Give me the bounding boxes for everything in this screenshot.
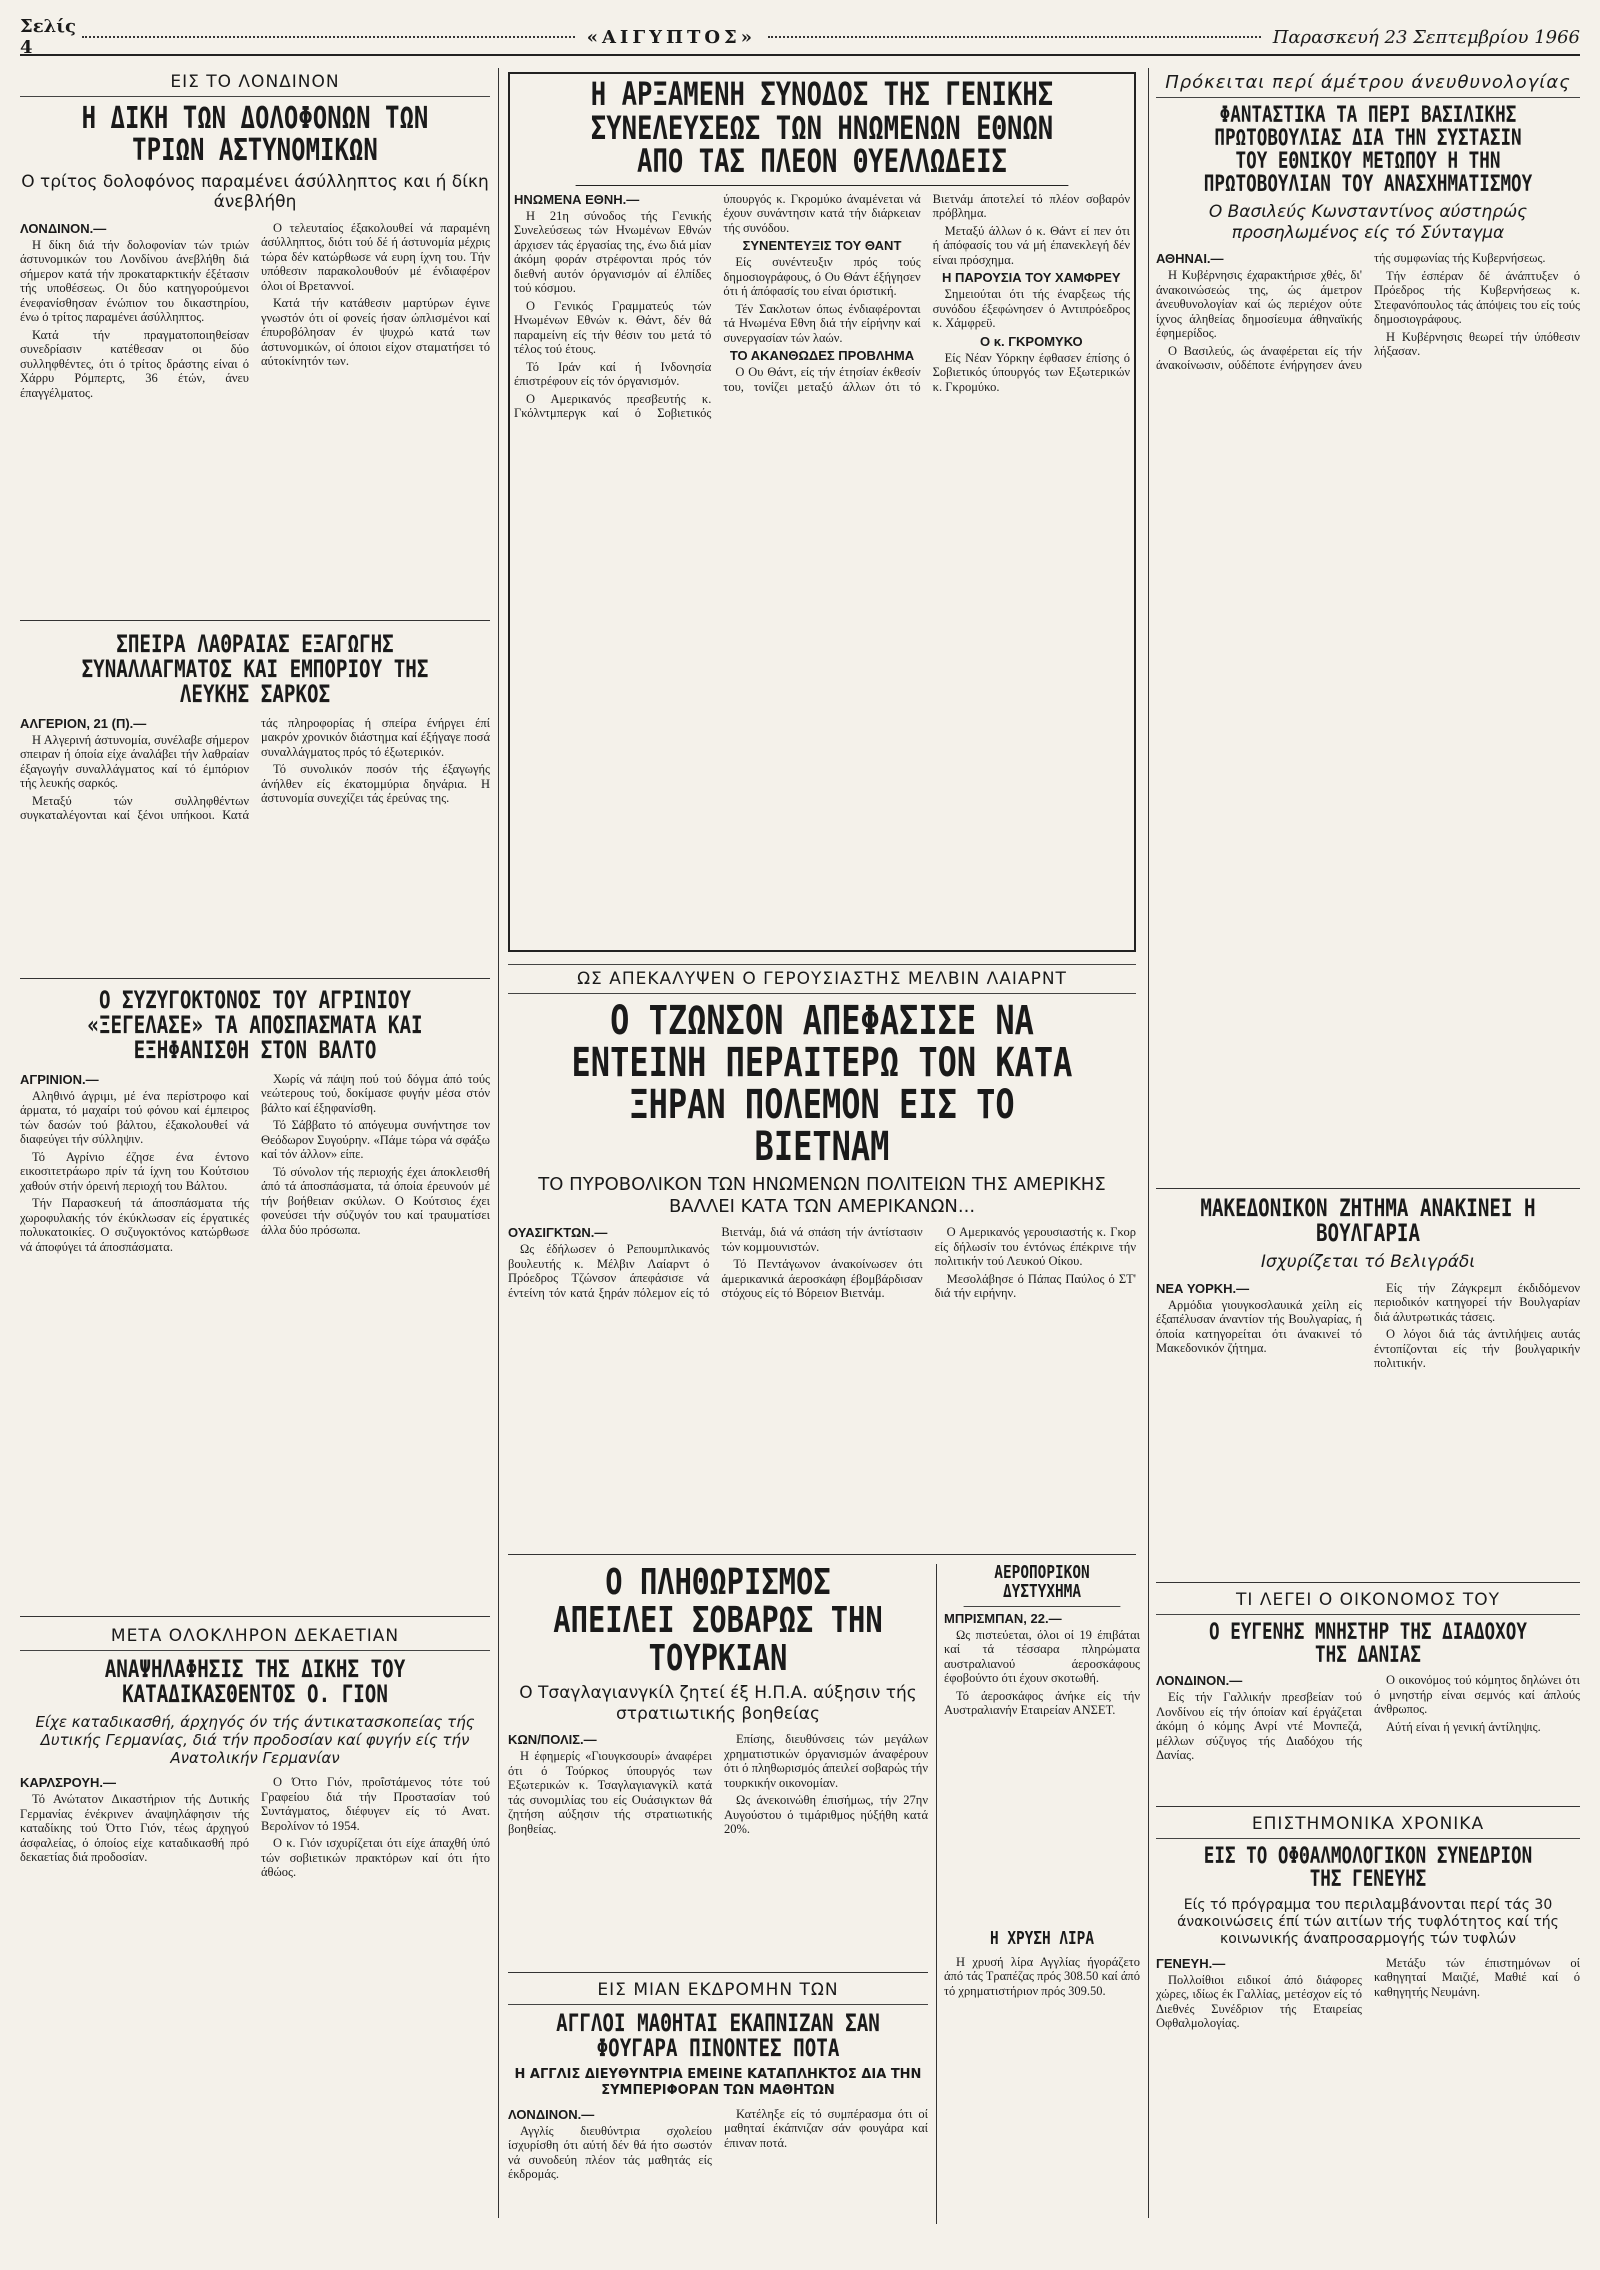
article-subhead: Η ΠΑΡΟΥΣΙΑ ΤΟΥ ΧΑΜΦΡΕΥ (942, 270, 1121, 286)
article-dateline: ΑΓΡΙΝΙΟΝ.— (20, 1071, 99, 1087)
article-subheadline: Η ΑΓΓΛΙΣ ΔΙΕΥΘΥΝΤΡΙΑ ΕΜΕΙΝΕ ΚΑΤΑΠΛΗΚΤΟΣ ΔΙΑ ΤΗΝ ΣΥΜΠΕΡΙΦΟΡΑΝ ΤΩΝ ΜΑΘΗΤΩΝ (514, 2067, 922, 2098)
article-headline: ΑΝΑΨΗΛΑΦΗΣΙΣ ΤΗΣ ΔΙΚΗΣ ΤΟΥ ΚΑΤΑΔΙΚΑΣΘΕΝΤΟΣ Ο. ΓΙΟΝ (104, 1655, 406, 1709)
article-body (508, 1732, 928, 1839)
article-paragraph: Κατέληξε είς τό συμπέρασμα ότι οί μαθηταί έκάπνιζαν σάν φουγάρα καί έπιναν ποτά. (724, 2106, 928, 2150)
article-paragraph: Μεσολάβησε ό Πάπας Παύλος ό ΣΤ' διά τήν ειρήνην. (934, 1271, 1136, 1301)
article-dateline: ΛΟΝΔΙΝΟΝ.— (1156, 1673, 1243, 1689)
article-divider (508, 1554, 1136, 1555)
article-agrinio (20, 988, 490, 1608)
page-number: Σελίς 4 (20, 16, 76, 58)
article-kicker: ΜΕΤΑ ΟΛΟΚΛΗΡΟΝ ΔΕΚΑΕΤΙΑΝ (20, 1626, 490, 1651)
article-paragraph: Ο Αμερικανός πρεσβευτής κ. Γκόλντμπεργκ καί ό Σοβιετικός ύπουργός κ. Γκρομύκο άναμένεται νά έχουν συνάντησιν κατά τήν διάρκειαν τής συνόδου. (514, 191, 921, 421)
article-subheadline: Ο Βασιλεύς Κωνσταντίνος αύστηρώς προσηλωμένος είς τό Σύνταγμα (1208, 202, 1528, 243)
article-paragraph: Ως έδήλωσεν ό Ρεπουμπλικανός βουλευτής κ. Μέλβιν Λαίαρντ ό Πρόεδρος Τζώνσον άπεφάσισε νά έντείνη τόν κατά ξηράν πόλεμον είς τό Βιετνάμ, διά νά σπάση τήν άντίστασιν τών κομμουνιστών. (508, 1225, 923, 1300)
article-dateline: ΜΠΡΙΣΜΠΑΝ, 22.— (944, 1610, 1062, 1626)
article-paragraph: Είς τήν Ζάγκρεμπ έκδιδόμενον περιοδικόν κατηγορεί τήν Βουλγαρίαν διά άλυτρωτικάς τάσεις. (1374, 1280, 1580, 1324)
article-paragraph: Τό συνολικόν ποσόν τής έξαγωγής άνήλθεν είς έκατομμύρια δηνάρια. Η άστυνομία συνεχίζει τάς έρεύνας της. (261, 762, 490, 806)
article-subheadline: Είς τό πρόγραμμα του περιλαμβάνονται περί τάς 30 άνακοινώσεις έπί τών αιτίων τής τυφλότητος καί τής κοινωνικής άναπροσαρμογής τών τυφλών (1177, 1897, 1559, 1947)
article-algeria-ring (20, 632, 490, 972)
article-body (20, 221, 490, 401)
article-body (1156, 1281, 1580, 1371)
article-danish-fiance (1156, 1590, 1580, 1800)
article-dateline: ΟΥΑΣΙΓΚΤΩΝ.— (508, 1225, 608, 1241)
column-rule (1148, 68, 1149, 2218)
article-headline: ΑΕΡΟΠΟΡΙΚΟΝ ΔΥΣΤΥΧΗΜΑ (964, 1564, 1121, 1607)
article-paragraph: Η έφημερίς «Γιουγκσουρί» άναφέρει ότι ό Τούρκος ύπουργός των Εξωτερικών κ. Τσαγλαγιανγκίλ κατά τάς συνομιλίας του είς Ουάσιγκτων θά ζητήση αύξησιν τής στρατιωτικής βοηθείας. (508, 1749, 712, 1836)
article-headline: ΦΑΝΤΑΣΤΙΚΑ ΤΑ ΠΕΡΙ ΒΑΣΙΛΙΚΗΣ ΠΡΩΤΟΒΟΥΛΙΑΣ ΔΙΑ ΤΗΝ ΣΥΣΤΑΣΙΝ ΤΟΥ ΕΘΝΙΚΟΥ ΜΕΤΩΠΟΥ Η ΤΗΝ ΠΡΩΤΟΒΟΥΛΙΑΝ ΤΟΥ ΑΝΑΣΧΗΜΑΤΙΣΜΟΥ (1203, 103, 1533, 198)
article-paragraph: Είς τήν Γαλλικήν πρεσβείαν τού Λονδίνου είς τήν όποίαν καί έργάζεται άκόμη ό κόμης Ανρί ντέ Μονπεζά, μέλλων σύζυγος τής Διαδόχου τής Δανίας. (1156, 1690, 1362, 1763)
article-kicker: ΩΣ ΑΠΕΚΑΛΥΨΕΝ Ο ΓΕΡΟΥΣΙΑΣΤΗΣ ΜΕΛΒΙΝ ΛΑΙΑΡΝΤ (508, 964, 1136, 994)
article-dateline: ΛΟΝΔΙΝΟΝ.— (20, 220, 107, 236)
article-kicker: ΕΙΣ ΜΙΑΝ ΕΚΔΡΟΜΗΝ ΤΩΝ (508, 1980, 928, 2005)
article-paragraph: Ο λόγοι διά τάς άντιλήψεις αυτάς έντοπίζονται είς τήν βουλγαρικήν πολιτικήν. (1374, 1327, 1580, 1371)
article-paragraph: Τήν έσπέραν δέ άνάπτυξεν ό Πρόεδρος τής Κυβερνήσεως κ. Στεφανόπουλος τάς άπόψεις του είς τούς δημοσιογράφους. (1374, 268, 1580, 327)
article-paragraph: Ο Ου Θάντ, είς τήν έτησίαν έκθεσίν του, τονίζει μεταξύ άλλων ότι τό Βιετνάμ άποτελεί τό πλέον σοβαρόν πρόβλημα. (723, 191, 1130, 394)
article-dateline: ΑΘΗΝΑΙ.— (1156, 251, 1224, 267)
column-rule (498, 68, 499, 2218)
article-paragraph: Αληθινό άγριμι, μέ ένα περίστροφο καί άρματα, τό μαχαίρι τού φόνου καί έμπειρος τών δασών τού βάλτου, έξακολουθεί νά διαφεύγει τήν σύλληψιν. (20, 1088, 249, 1147)
article-dateline: ΚΩΝ/ΠΟΛΙΣ.— (508, 1732, 597, 1748)
article-paragraph: Ο τελευταίος έξακολουθεί νά παραμένη άσύλληπτος, διότι τού δέ ή άστυνομία μέχρις τώρα δέν κατώρθωσε νά ευρη ίχνη του. Τήν υπόθεσιν παρακολουθούν μέ ένδιαφέρον όλοι οί Βρεταννοί. (261, 220, 490, 293)
article-headline: Η ΔΙΚΗ ΤΩΝ ΔΟΛΟΦΟΝΩΝ ΤΩΝ ΤΡΙΩΝ ΑΣΤΥΝΟΜΙΚΩΝ (81, 101, 429, 168)
article-body (944, 1955, 1140, 1999)
article-english-students (508, 1980, 928, 2225)
article-royal-initiative (1156, 72, 1580, 1182)
article-johnson-vietnam (508, 964, 1136, 1544)
article-gold-sovereign (944, 1930, 1140, 2220)
article-paragraph: Η δίκη διά τήν δολοφονίαν τών τριών άστυνομικών του Λονδίνου άνεβλήθη διά σήμερον κατά τήν προκαταρκτικήν έξέτασιν τής υποθέσεως. Οι δύο κατηγορούμενοι ένεφανίσθησαν ένώπιον του δικαστηρίου, ένω ό τρίτος παραμένει άσύλληπτος. (20, 237, 249, 325)
article-dateline: ΗΝΩΜΕΝΑ ΕΘΝΗ.— (514, 191, 640, 207)
article-divider (20, 1616, 490, 1617)
article-body (20, 1775, 490, 1880)
article-divider (508, 1972, 928, 1973)
column-rule (936, 1564, 937, 2224)
article-subhead: ΤΟ ΑΚΑΝΘΩΔΕΣ ΠΡΟΒΛΗΜΑ (729, 348, 915, 364)
article-kicker: ΕΠΙΣΤΗΜΟΝΙΚΑ ΧΡΟΝΙΚΑ (1156, 1814, 1580, 1839)
article-paragraph: Τό Σάββατο τό απόγευμα συνήντησε τον Θεόδωρον Συγούρην. «Πάμε τώρα νά σφάξω καί τόν άλλον» είπε. (261, 1118, 490, 1162)
article-divider (1156, 1188, 1580, 1189)
article-paragraph: Αύτή είναι ή γενική άντίληψις. (1386, 1719, 1541, 1734)
article-paragraph: Τήν Παρασκευή τά άποσπάσματα τής χωροφυλακής τόν έκύκλωσαν είς έργατικές πολυκατοικίες. Ο συζυγοκτόνος κατώρθωσε νά άποφύγει τά άποσπάσματα. (20, 1196, 249, 1254)
article-subheadline: Ισχυρίζεται τό Βελιγράδι (1260, 1252, 1476, 1273)
article-paragraph: Ο οικονόμος τού κόμητος δηλώνει ότι ό μνηστήρ είναι σεμνός καί άπλούς άνθρωπος. (1374, 1673, 1580, 1717)
article-headline: ΣΠΕΙΡΑ ΛΑΘΡΑΙΑΣ ΕΞΑΓΩΓΗΣ ΣΥΝΑΛΛΑΓΜΑΤΟΣ ΚΑΙ ΕΜΠΟΡΙΟΥ ΤΗΣ ΛΕΥΚΗΣ ΣΑΡΚΟΣ (81, 632, 429, 709)
article-un-assembly (508, 72, 1136, 952)
article-paragraph: Τό Πεντάγωνον άνακοίνωσεν ότι άμερικανικά άεροσκάφη έβομβάρδισαν στόχους είς τό Βόρειον Βιετνάμ. (721, 1257, 923, 1301)
article-paragraph: Αγγλίς διευθύντρια σχολείου ίσχυρίσθη ότι αύτή δέν θά ήτο σωστόν νά συνοδεύη πλέον τάς μαθητάς είς έκδρομάς. (508, 2123, 712, 2182)
article-headline: Ο ΕΥΓΕΝΗΣ ΜΝΗΣΤΗΡ ΤΗΣ ΔΙΑΔΟΧΟΥ ΤΗΣ ΔΑΝΙΑΣ (1209, 1620, 1527, 1669)
article-subheadline: Ο τρίτος δολοφόνος παραμένει άσύλληπτος και ή δίκη άνεβλήθη (21, 172, 489, 213)
article-kicker: ΤΙ ΛΕΓΕΙ Ο ΟΙΚΟΝΟΜΟΣ ΤΟΥ (1156, 1590, 1580, 1615)
article-subhead: ΣΥΝΕΝΤΕΥΞΙΣ ΤΟΥ ΘΑΝΤ (742, 238, 902, 254)
article-divider (1156, 1582, 1580, 1583)
article-headline: ΑΓΓΛΟΙ ΜΑΘΗΤΑΙ ΕΚΑΠΝΙΖΑΝ ΣΑΝ ΦΟΥΓΑΡΑ ΠΙΝΟΝΤΕΣ ΠΟΤΑ (556, 2009, 880, 2063)
article-paragraph: Ως άνεκοινώθη έπισήμως, τήν 27ην Αυγούστου ό τιμάριθμος ηύξήθη κατά 20%. (724, 1793, 928, 1837)
article-divider (1156, 1806, 1580, 1807)
article-paragraph: Η 21η σύνοδος τής Γενικής Συνελεύσεως τών Ηνωμένων Εθνών άρχισεν τάς έργασίας της, ένω διά μίαν άκόμη φοράν στρέφονται πρός τόν διεθνή αυτόν όργανισμόν αί έλπίδες τού κόσμου. (514, 208, 712, 296)
article-paragraph: Τό άεροσκάφος άνήκε είς τήν Αυστραλιανήν Εταιρείαν ΑΝΣΕΤ. (944, 1688, 1140, 1718)
article-headline: Ο ΣΥΖΥΓΟΚΤΟΝΟΣ ΤΟΥ ΑΓΡΙΝΙΟΥ «ΞΕΓΕΛΑΣΕ» ΤΑ ΑΠΟΣΠΑΣΜΑΤΑ ΚΑΙ ΕΞΗΦΑΝΙΣΘΗ ΣΤΟΝ ΒΑΛΤΟ (87, 988, 423, 1065)
article-paragraph: Κατά τήν πραγματοποιηθείσαν συνεδρίασιν κατέθεσαν οι δύο συλληφθέντες, ότι ό τρίτος δράστης είναι ό Χάρρυ Ρόμπερτς, 36 έτών, άνευ έπαγγέλματος. (20, 327, 249, 400)
masthead-divider (82, 36, 575, 38)
masthead-divider (768, 36, 1261, 38)
article-subheadline: Ο Τσαγλαγιανγκίλ ζητεί έξ Η.Π.Α. αύξησιν τής στρατιωτικής βοηθείας (519, 1683, 917, 1724)
article-body (20, 1072, 490, 1255)
article-headline: Η ΑΡΞΑΜΕΝΗ ΣΥΝΟΔΟΣ ΤΗΣ ΓΕΝΙΚΗΣ ΣΥΝΕΛΕΥΣΕΩΣ ΤΩΝ ΗΝΩΜΕΝΩΝ ΕΘΝΩΝ ΑΠΟ ΤΑΣ ΠΛΕΟΝ ΘΥΕΛΛΩΔΕΙΣ (576, 78, 1069, 186)
article-paragraph: Ο κ. Γιόν ισχυρίζεται ότι είχε άπαχθή ύπό τών σοβιετικών πρακτόρων καί ότι ήτο άθώος. (261, 1836, 490, 1880)
article-paragraph: Ως πιστεύεται, όλοι οί 19 έπιβάται καί τά τέσσαρα πληρώματα αυστραλιανού άεροσκάφους έφοβούντο ότι έχουν σκοτωθή. (944, 1627, 1140, 1686)
article-headline: Η ΧΡΥΣΗ ΛΙΡΑ (989, 1930, 1095, 1949)
article-paragraph: Τό Αγρίνιο έζησε ένα έντονο εικοσιτετράωρο πρίν τά ίχνη του Κούτσιου χαθούν στήν όρεινή περιοχή του Βάλτου. (20, 1149, 249, 1193)
article-headline: ΜΑΚΕΔΟΝΙΚΟΝ ΖΗΤΗΜΑ ΑΝΑΚΙΝΕΙ Η ΒΟΥΛΓΑΡΙΑ (1200, 1196, 1536, 1248)
article-body (944, 1611, 1140, 1718)
article-paragraph: Πολλοίθιοι ειδικοί άπό διάφορες χώρες, ιδίως έκ Γαλλίας, μετέσχον είς τό Διεθνές Συνέδριον τής Εταιρείας Οφθαλμολογίας. (1156, 1972, 1362, 2031)
article-body (1156, 251, 1580, 373)
article-plane-crash (944, 1564, 1140, 1914)
article-body (508, 2107, 928, 2182)
article-divider (20, 620, 490, 621)
article-kicker: ΕΙΣ ΤΟ ΛΟΝΔΙΝΟΝ (20, 72, 490, 97)
article-subheadline: Είχε καταδικασθή, άρχηγός όν τής άντικατασκοπείας τής Δυτικής Γερμανίας, διά τήν προδοσίαν καί φυγήν είς τήν Ανατολικήν Γερμανίαν (35, 1713, 475, 1768)
article-london-trial (20, 72, 490, 612)
article-paragraph: Επίσης, διευθύνσεις τών μεγάλων χρηματιστικών όργανισμών άναφέρουν ότι ό πληθωρισμός άπειλεί σοβαρώς τήν τουρκικήν οικονομίαν. (724, 1732, 928, 1790)
article-paragraph: Ο Αμερικανός γερουσιαστής κ. Γκορ είς δήλωσίν του έντόνως έπέκρινε τήν πολιτικήν τού Λευκού Οίκου. (934, 1225, 1136, 1269)
article-paragraph: Ο Όττο Γιόν, προΐστάμενος τότε τού Γραφείου διά τήν Προστασίαν τού Συντάγματος, διέφυγεν είς τό Ανατ. Βερολίνον τό 1954. (261, 1775, 490, 1833)
article-macedonian-question (1156, 1196, 1580, 1576)
article-paragraph: Αρμόδια γιουγκοσλαυικά χείλη είς έξαπέλυσαν άναντίον τής Βουλγαρίας, ή όποία κατηγορείται ότι άνακινεί τό Μακεδονικόν ζήτημα. (1156, 1297, 1362, 1356)
article-paragraph: Κατά τήν κατάθεσιν μαρτύρων έγινε γνωστόν ότι οί φονείς ήσαν ώπλισμένοι καί έπυροβόλησαν έν ψυχρώ κατά των άστυνομικών, οί όποιοι είχον σταματήσει τό αύτοκίνητόν των. (261, 296, 490, 369)
article-paragraph: Τέν Σακλοτων όπως ένδιαφέρονται τά Ηνωμένα Εθνη διά τήν είρήνην καί συνεργασίαν τών λαών. (723, 301, 921, 345)
article-paragraph: Η Κυβέρνησις έχαρακτήρισε χθές, δι' άνακοινώσεώς της, ώς άμετρον άνευθυνολογίαν καί ώς περιέχον ούτε ίχνος άληθείας δημοσίευμα άθηναϊκής έφημερίδος. (1156, 268, 1362, 341)
article-dateline: ΑΛΓΕΡΙΟΝ, 21 (Π).— (20, 715, 147, 731)
article-kicker: Πρόκειται περί άμέτρου άνευθυνολογίας (1156, 72, 1580, 98)
article-dateline: ΚΑΡΛΣΡΟΥΗ.— (20, 1775, 117, 1791)
article-paragraph: Τό Ανώτατον Δικαστήριον τής Δυτικής Γερμανίας ένέκρινεν άναψηλάφησιν τής καταδίκης τού Όττο Γιόν, τέως άρχηγού άσφαλείας, ό όποίος είχε καταδικασθή πρό δεκαετίας διά προδοσίαν. (20, 1792, 249, 1865)
article-body (1156, 1956, 1580, 2031)
article-body (514, 192, 1130, 421)
article-paragraph: Μεταξύ άλλων ό κ. Θάντ εί πεν ότι ή άπόφασίς του νά μή έπανεκλεγή δέν είναι πρόσχημα. (932, 223, 1130, 267)
article-subheadline: ΤΟ ΠΥΡΟΒΟΛΙΚΟΝ ΤΩΝ ΗΝΩΜΕΝΩΝ ΠΟΛΙΤΕΙΩΝ ΤΗΣ ΑΜΕΡΙΚΗΣ ΒΑΛΛΕΙ ΚΑΤΑ ΤΩΝ ΑΜΕΡΙΚΑΝΩΝ... (538, 1174, 1106, 1217)
article-body (508, 1225, 1136, 1302)
article-paragraph: Μετάξυ τών έπιστημόνων οί καθηγηταί Μαιζιέ, Μαθιέ καί ό καθηγητής Νευμάνη. (1374, 1955, 1580, 1999)
article-ophthalmology-congress (1156, 1814, 1580, 2224)
article-dateline: ΓΕΝΕΥΗ.— (1156, 1955, 1226, 1971)
issue-date: Παρασκευή 23 Σεπτεμβρίου 1966 (1272, 26, 1581, 48)
article-dateline: ΝΕΑ ΥΟΡΚΗ.— (1156, 1280, 1250, 1296)
masthead (20, 16, 1581, 58)
article-headline: Ο ΤΖΩΝΣΟΝ ΑΠΕΦΑΣΙΣΕ ΝΑ ΕΝΤΕΙΝΗ ΠΕΡΑΙΤΕΡΩ ΤΟΝ ΚΑΤΑ ΞΗΡΑΝ ΠΟΛΕΜΟΝ ΕΙΣ ΤΟ ΒΙΕΤΝΑΜ (571, 998, 1073, 1170)
article-paragraph: Ο Βασιλεύς, ώς άναφέρεται είς τήν άνακοίνωσιν, ούδέποτε ένήργησεν άνευ τής συμφωνίας τής Κυβερνήσεως. (1156, 251, 1546, 373)
newspaper-name: «ΑΙΓΥΠΤΟΣ» (586, 26, 757, 48)
article-divider (20, 978, 490, 979)
article-headline: ΕΙΣ ΤΟ ΟΦΘΑΛΜΟΛΟΓΙΚΟΝ ΣΥΝΕΔΡΙΟΝ ΤΗΣ ΓΕΝΕΥΗΣ (1203, 1844, 1533, 1893)
article-subhead: Ο κ. ΓΚΡΟΜΥΚΟ (980, 333, 1083, 349)
article-paragraph: Μεταξύ τών συλληφθέντων συγκαταλέγονται καί ξένοι υπήκοοι. Κατά τάς πληροφορίας ή σπείρα ένήργει έπί μακρόν χρονικόν διάστημα καί έξήγαγε ποσά συναλλάγματος πρός τό έξωτερικόν. (20, 715, 490, 823)
article-paragraph: Η Κυβέρνησις θεωρεί τήν ύπόθεσιν λήξασαν. (1374, 329, 1580, 359)
article-body (20, 716, 490, 823)
article-paragraph: Σημειούται ότι τής έναρξεως τής συνόδου έξεφώνησεν ό Αντιπρόεδρος κ. Χάμφρεϋ. (932, 287, 1130, 331)
article-gion-retrial (20, 1626, 490, 2226)
article-headline: Ο ΠΛΗΘΩΡΙΣΜΟΣ ΑΠΕΙΛΕΙ ΣΟΒΑΡΩΣ ΤΗΝ ΤΟΥΡΚΙΑΝ (553, 1564, 883, 1679)
article-paragraph: Τό σύνολον τής περιοχής έχει άποκλεισθή άπό τά άποσπάσματα, τά όποία έρευνούν μέ τήν βοήθειαν σκύλων. Ο Κούτσιος έχει φονεύσει τήν σύζυγόν του καί τραυματίσει άλλα δύο πρόσωπα. (261, 1164, 490, 1237)
newspaper-page (20, 16, 1581, 2230)
article-dateline: ΛΟΝΔΙΝΟΝ.— (508, 2106, 595, 2122)
article-turkey-inflation (508, 1564, 928, 1964)
article-paragraph: Η Αλγερινή άστυνομία, συνέλαβε σήμερον σπειραν ή όποία είχε άναλάβει τήν λαθραίαν έξαγωγήν συναλλάγματος καί τό έμπόριον τής λευκής σαρκός. (20, 732, 249, 791)
article-paragraph: Ο Γενικός Γραμματεύς τών Ηνωμένων Εθνών κ. Θάντ, δέν θά παραμείνη είς τήν θέσιν του μετά τό τέλος τού έτους. (514, 298, 712, 357)
article-paragraph: Χωρίς νά πάψη πού τού δόγμα άπό τούς νεώτερους τού, δοκίμασε φυγήν μέσα στόν βάλτο καί έξηφανίσθη. (261, 1071, 490, 1115)
article-paragraph: Τό Ιράν καί ή Ινδονησία έπιστρέφουν είς τόν όργανισμόν. (514, 359, 712, 389)
article-paragraph: Η χρυσή λίρα Αγγλίας ήγοράζετο άπό τάς Τραπέζας πρός 308.50 καί άπό τό χρηματιστήριον πρός 309.50. (944, 1954, 1140, 1998)
article-paragraph: Είς Νέαν Υόρκην έφθασεν έπίσης ό Σοβιετικός ύπουργός των Εξωτερικών κ. Γκρομύκο. (932, 350, 1130, 394)
article-body (1156, 1673, 1580, 1763)
article-paragraph: Είς συνέντευξιν πρός τούς δημοσιογράφους, ό Ου Θάντ έξήγησεν ότι ή άπόφασίς του είναι όριστική. (723, 255, 921, 299)
